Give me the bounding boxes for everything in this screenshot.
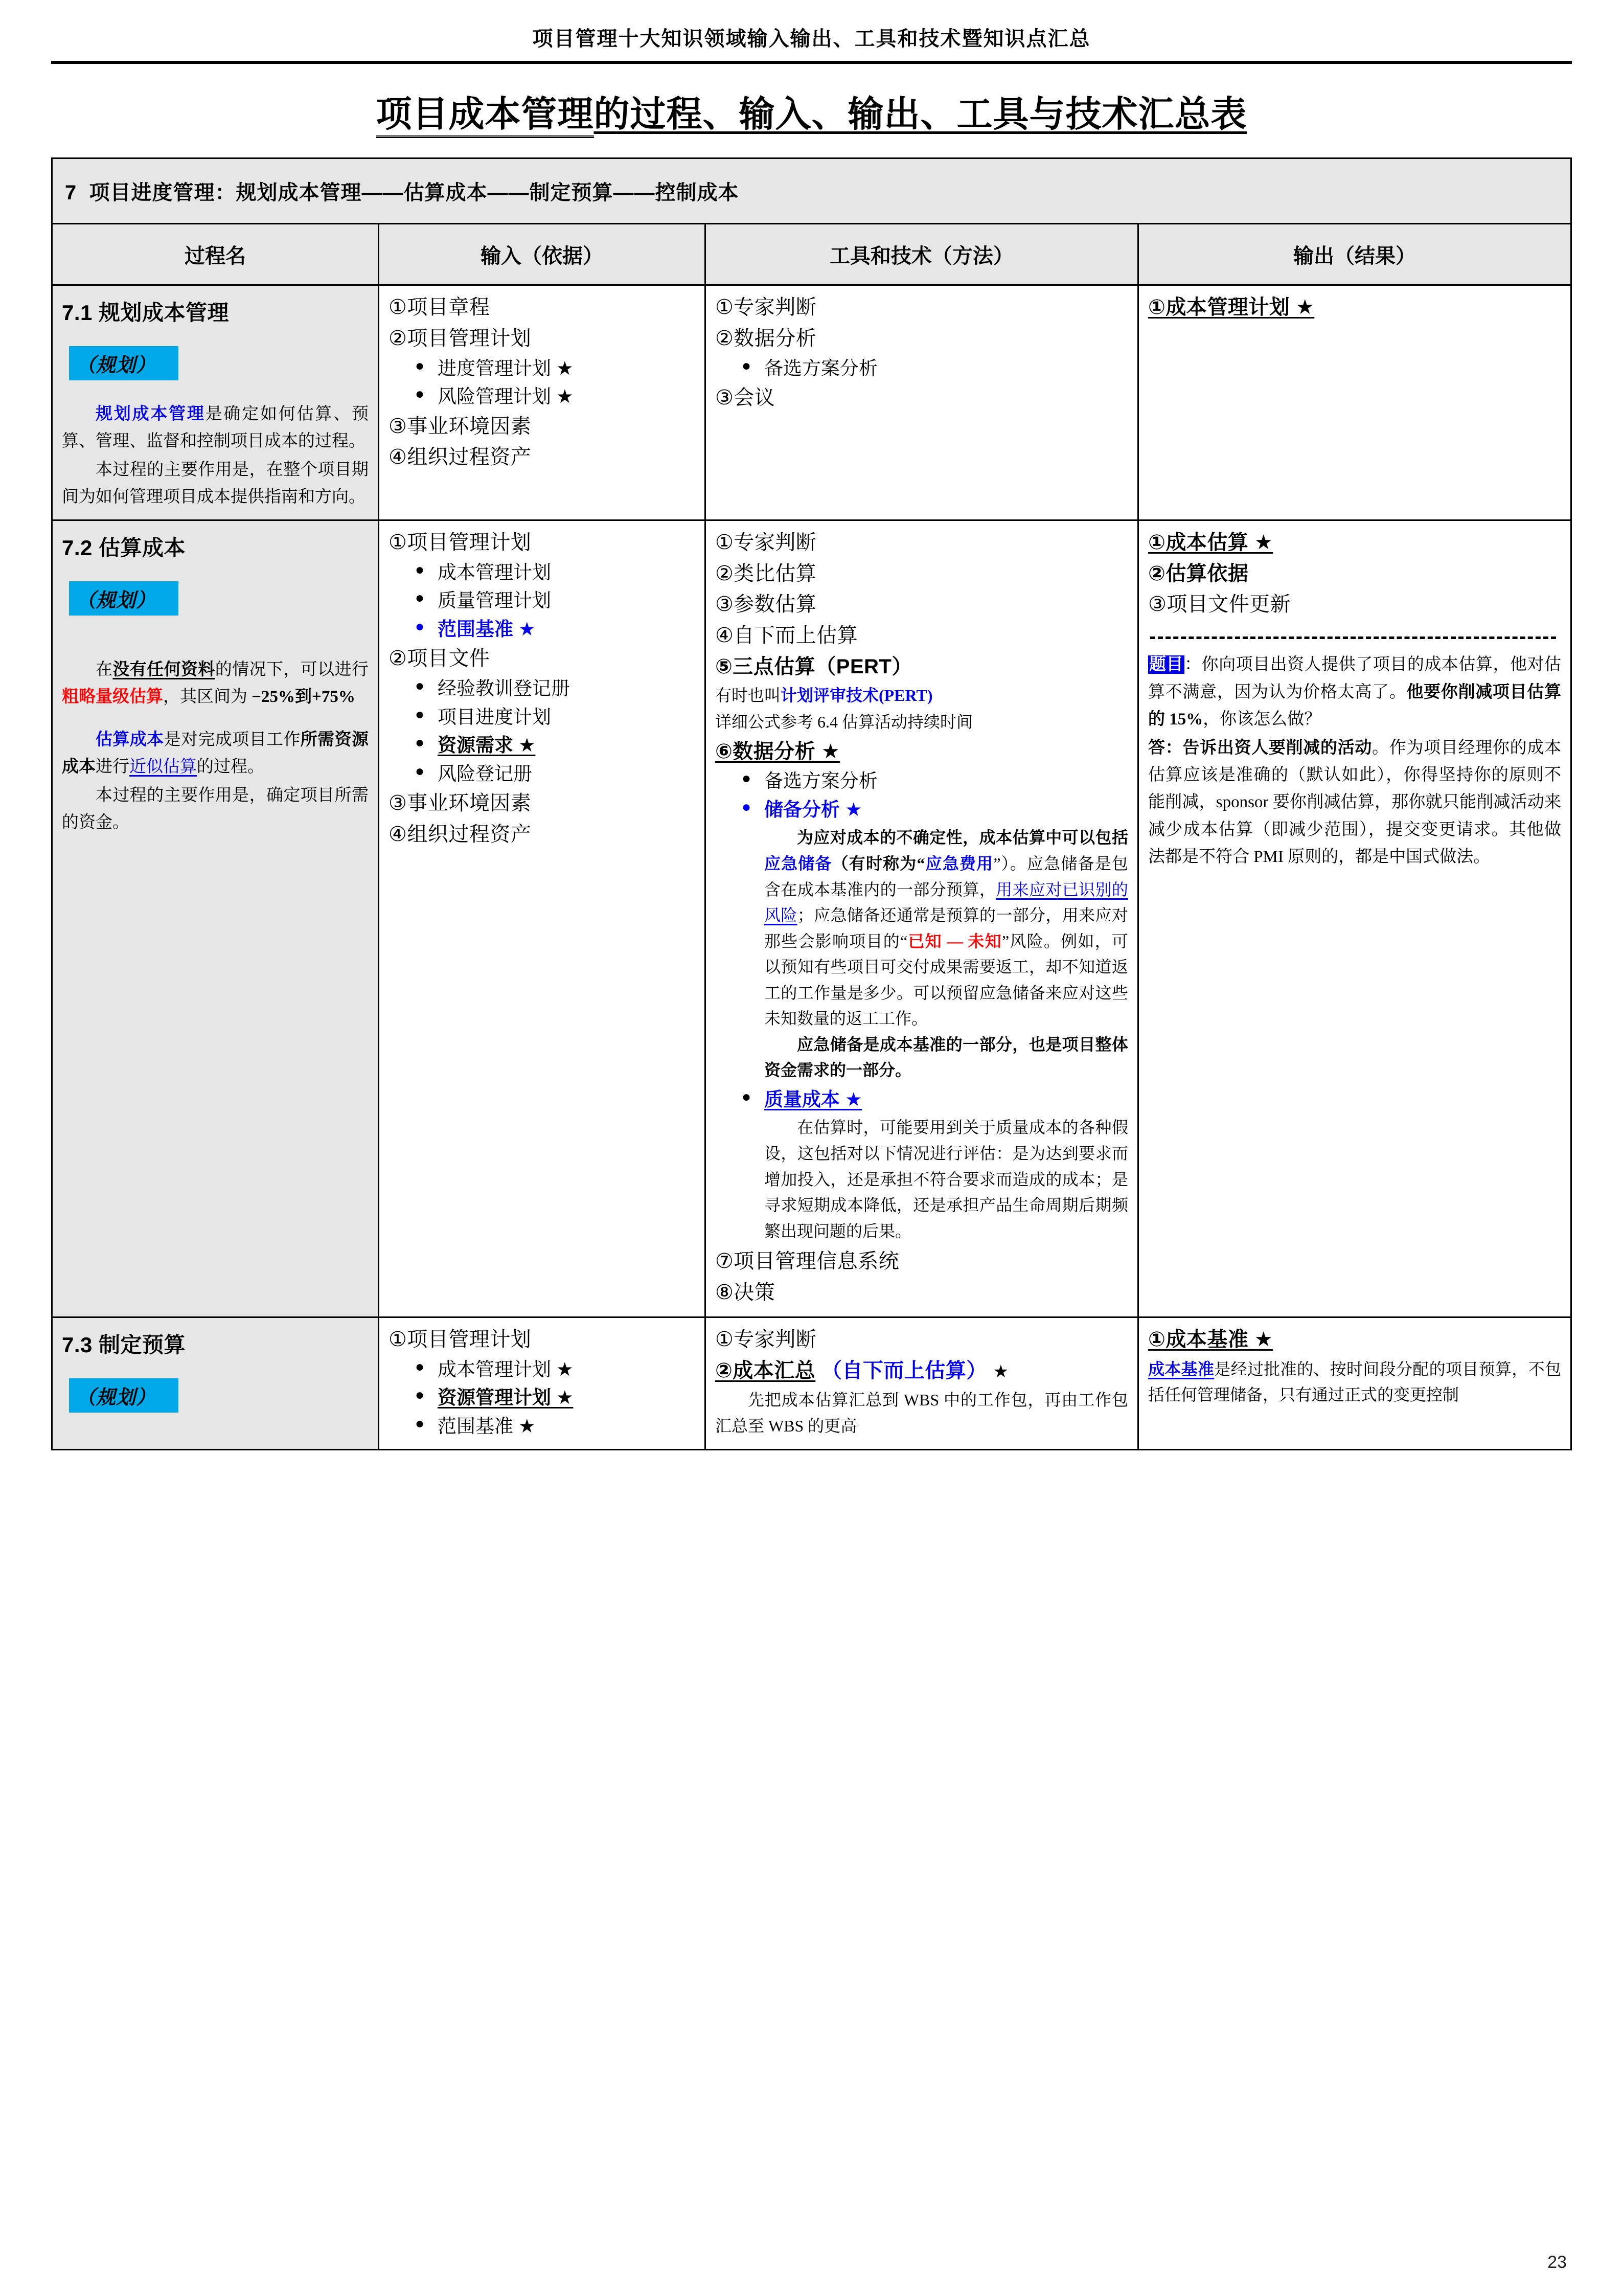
process-badge-7-2: （规划）: [69, 581, 178, 616]
tool-item-pert: ⑤三点估算（PERT）: [715, 655, 912, 678]
col-header-inputs: 输入（依据）: [378, 224, 705, 285]
process-badge-7-3: （规划）: [69, 1378, 178, 1413]
p1d: 粗略量级估算: [62, 688, 163, 707]
answer-paragraph: [1148, 735, 1561, 871]
inputs-cell-7-1: [378, 285, 705, 520]
input-item: ④组织过程资产: [388, 823, 532, 846]
process-desc-7-2: [62, 656, 369, 837]
input-subitem: ● 范围基准 ★: [415, 1413, 695, 1440]
col-header-outputs: 输出（结果）: [1138, 224, 1571, 285]
tool-subitem: ● 备选方案分析: [742, 355, 1128, 382]
page-title: [51, 85, 1572, 137]
cost-baseline-note-p: [1148, 1356, 1561, 1408]
tools-list-7-1-cont: [715, 383, 1128, 413]
question-text-c: ，你该怎么做？: [1203, 710, 1321, 729]
section-band: [52, 158, 1571, 224]
output-item-text: ①成本管理计划 ★: [1148, 296, 1315, 319]
input-subitem-text: 资源需求 ★: [437, 735, 536, 756]
reserve-note-p1: [764, 825, 1128, 1031]
inputs-list-7-2-b: [388, 644, 695, 673]
process-desc-7-1-p2: 本过程的主要作用是，在整个项目期间为如何管理项目成本提供指南和方向。: [62, 460, 369, 507]
desc-term-7-1: 规划成本管理: [96, 405, 205, 423]
tools-sublist-7-2: [715, 768, 1128, 823]
p1e: ，其区间为: [163, 688, 252, 707]
tools-list-7-2-a: [715, 528, 1128, 681]
inputs-sublist-7-2-a: [388, 559, 695, 643]
process-desc-7-2-p2: [62, 726, 369, 781]
process-desc-7-2-p3: 本过程的主要作用是，确定项目所需的资金。: [62, 786, 369, 832]
input-subitem: ● 成本管理计划: [415, 559, 695, 586]
output-item: ③项目文件更新: [1148, 593, 1291, 616]
tool-item: ②类比估算: [715, 562, 817, 585]
answer-colon: ：: [1165, 738, 1183, 757]
inputs-list-7-1: [388, 293, 695, 353]
reserve-analysis-note: [764, 825, 1128, 1083]
tools-cell-7-1: [705, 285, 1138, 520]
p2f: 的过程。: [197, 758, 264, 777]
p1c: 的情况下，可以进行: [215, 660, 369, 679]
header-rule: [51, 61, 1572, 64]
tool-item: ⑦项目管理信息系统: [715, 1250, 900, 1273]
p2b: 是对完成项目工作: [164, 730, 301, 749]
p2c: 所需资源成本: [62, 730, 369, 777]
input-subitem: ● 质量管理计划: [415, 587, 695, 615]
process-desc-7-1-p1: [62, 401, 369, 456]
tool-item: ①专家判断: [715, 531, 817, 554]
answer-key: 告诉出资人要削减的活动: [1182, 738, 1373, 757]
tool-item-cost-aggregation: [715, 1356, 1128, 1385]
column-header-row: [52, 224, 1571, 285]
divider-dashed: [1150, 636, 1556, 639]
tool-item: ①专家判断: [715, 1328, 817, 1351]
inputs-list-7-1-cont: [388, 412, 695, 472]
col-header-tools: 工具和技术（方法）: [705, 224, 1138, 285]
inputs-list-7-2-a: [388, 528, 695, 557]
tool-subitem-text: 质量成本 ★: [764, 1088, 862, 1110]
answer-label: 答: [1148, 738, 1165, 757]
cost-aggregation-note: [715, 1387, 1128, 1439]
tools-cell-7-3: [705, 1317, 1138, 1450]
inputs-sublist-7-1: [388, 355, 695, 411]
pert-formula-ref: 详细公式参考 6.4 估算活动持续时间: [715, 713, 973, 732]
input-item: ④组织过程资产: [388, 446, 532, 469]
inputs-sublist-7-2-b: [388, 675, 695, 787]
tools-list-7-2-c: [715, 1247, 1128, 1307]
page-title-emphasis: 项目成本管理: [376, 94, 594, 138]
p2d: 进行: [96, 758, 129, 777]
tool-item: ③参数估算: [715, 593, 817, 616]
rp1a: 为应对成本的不确定性，成本估算中可以包括: [796, 828, 1128, 847]
rp1i: ”风险。例如，可以预知有些项目可交付成果需要返工，却不知道返工的工作量是多少。可以预留应急储备来应对这些未知数量的返工工作。: [764, 931, 1128, 1028]
outputs-cell-7-2: [1138, 520, 1571, 1317]
cost-management-table: [51, 157, 1572, 1450]
quality-note-p: 在估算时，可能要用到关于质量成本的各种假设，这包括对以下情况进行评估：是为达到要求而增加投入，还是承担不符合要求而造成的成本；是寻求短期成本降低，还是承担产品生命周期后期频繁出现问题的后果。: [764, 1118, 1128, 1240]
inputs-cell-7-2: [378, 520, 705, 1317]
input-subitem-underlined: [415, 1384, 695, 1412]
output-item-underlined: [1148, 528, 1561, 557]
tool-item: ③会议: [715, 387, 775, 410]
input-subitem: ● 风险登记册: [415, 761, 695, 788]
input-subitem: ● 成本管理计划 ★: [415, 1356, 695, 1383]
tool-item: ②数据分析: [715, 327, 817, 350]
input-item: ③事业环境因素: [388, 792, 532, 815]
tool-subitem-reserve: ● 储备分析 ★: [742, 797, 1128, 824]
tools-cell-7-2: [705, 520, 1138, 1317]
p2e: 近似估算: [129, 758, 197, 777]
input-item: ②项目管理计划: [388, 327, 532, 350]
table-row-7-2: [52, 520, 1571, 1317]
tool-item-data-analysis: [715, 737, 1128, 766]
question-text-bold: 他要你削减项目估算的 15%: [1148, 683, 1562, 729]
input-item: ①项目管理计划: [388, 531, 532, 554]
question-paragraph: [1148, 651, 1561, 733]
inputs-list-7-3: [388, 1325, 695, 1354]
inputs-list-7-2-c: [388, 789, 695, 849]
rp1h: 已知 — 未知: [907, 931, 1002, 950]
process-desc-7-1: [62, 401, 369, 511]
p1a: 在: [96, 660, 113, 679]
p1b: 没有任何资料: [112, 660, 215, 679]
outputs-list-7-1: [1148, 293, 1561, 324]
outputs-cell-7-1: [1138, 285, 1571, 520]
table-row-7-3: [52, 1317, 1571, 1450]
rp1g: ；应急储备还通常是预算的一部分，用来应对那些会影响项目的“: [764, 906, 1128, 950]
cost-baseline-note: [1148, 1356, 1561, 1408]
qa-block-7-2: [1148, 651, 1561, 871]
process-title-7-3: 7.3 制定预算: [62, 1332, 186, 1357]
rp1c: （有时称为“: [832, 854, 925, 873]
quality-cost-note: [764, 1115, 1128, 1244]
tool-item-paren: （自下而上估算）: [821, 1359, 987, 1382]
input-subitem: ● 项目进度计划: [415, 704, 695, 731]
pert-note: [715, 684, 1128, 707]
output-item: ②估算依据: [1148, 562, 1249, 585]
process-desc-7-2-p1: [62, 656, 369, 711]
p1f: −25%到+75%: [252, 688, 355, 707]
input-subitem: ● 进度管理计划 ★: [415, 355, 695, 382]
process-title-7-2: 7.2 估算成本: [62, 535, 186, 560]
rp1f: 用来应对已识别的风险: [764, 880, 1128, 925]
section-number: 7: [65, 181, 77, 204]
tool-item-text: ②成本汇总: [715, 1359, 816, 1382]
section-flow: ：规划成本管理——估算成本——制定预算——控制成本: [215, 181, 739, 204]
question-text-a: ：你向项目出资人提供了项目的成本估算，他对估算不满意，因为认为价格太高了。: [1148, 655, 1562, 701]
tool-item: ①专家判断: [715, 296, 817, 319]
answer-text: 。作为项目经理你的成本估算应该是准确的（默认如此），你得坚持你的原则不能削减，sponsor 要你削减估算，那你就只能削减活动来减少成本估算（即减少范围），提交变更请求。其他做法都是不符合 PMI 原则的，都是中国式做法。: [1148, 738, 1562, 867]
process-cell-7-3: [52, 1317, 379, 1450]
tools-sublist-7-2-quality: [715, 1086, 1128, 1113]
cost-aggregation-note-p: 先把成本估算汇总到 WBS 中的工作包，再由工作包汇总至 WBS 的更高: [715, 1391, 1128, 1435]
question-label: 题目: [1149, 655, 1184, 674]
input-item: ①项目管理计划: [388, 1328, 532, 1351]
outputs-list-7-3: [1148, 1325, 1561, 1354]
input-subitem-underlined: [415, 732, 695, 759]
output-item-underlined: [1148, 293, 1314, 322]
process-cell-7-2: [52, 520, 379, 1317]
page-number: 23: [1547, 2253, 1567, 2272]
inputs-sublist-7-3: [388, 1356, 695, 1440]
input-subitem-highlight: ● 范围基准 ★: [415, 616, 695, 643]
rp1d: 应急费用: [925, 854, 994, 873]
tools-sublist-7-1: [715, 355, 1128, 382]
input-item: ③事业环境因素: [388, 415, 532, 438]
table-row-7-1: [52, 285, 1571, 520]
tool-item-text: ⑥数据分析 ★: [715, 740, 840, 763]
input-item: ②项目文件: [388, 647, 490, 670]
tools-list-7-1: [715, 293, 1128, 353]
pert-note-term: 计划评审技术(PERT): [780, 686, 933, 704]
tool-item: ⑧决策: [715, 1281, 775, 1304]
reserve-note-p2: 应急储备是成本基准的一部分，也是项目整体资金需求的一部分。: [764, 1035, 1128, 1080]
pert-note-prefix: 有时也叫: [715, 686, 781, 704]
page-title-rest: 的过程、输入、输出、工具与技术汇总表: [593, 94, 1247, 134]
process-cell-7-1: [52, 285, 379, 520]
running-head: 项目管理十大知识领域输入输出、工具和技术暨知识点汇总: [532, 27, 1091, 50]
col-header-process: 过程名: [52, 224, 379, 285]
input-subitem-text: 资源管理计划 ★: [437, 1387, 574, 1408]
tool-subitem: ● 备选方案分析: [742, 768, 1128, 795]
section-label: 项目进度管理: [89, 181, 215, 204]
tools-list-7-2-b: [715, 737, 1128, 766]
input-subitem: ● 经验教训登记册: [415, 675, 695, 702]
tool-subitem-quality: [742, 1086, 1128, 1113]
section-band-row: [52, 158, 1571, 224]
tool-item: ④自下而上估算: [715, 624, 858, 647]
input-subitem: ● 风险管理计划 ★: [415, 383, 695, 411]
inputs-cell-7-3: [378, 1317, 705, 1450]
tools-list-7-3: [715, 1325, 1128, 1385]
output-item-text: ①成本基准 ★: [1148, 1328, 1273, 1351]
output-item-text: ①成本估算 ★: [1148, 531, 1273, 554]
rp1b: 应急储备: [764, 854, 832, 873]
process-badge-7-1: （规划）: [69, 346, 178, 380]
tool-item-star: ★: [993, 1361, 1009, 1381]
outputs-list-7-2: [1148, 528, 1561, 619]
cost-baseline-text: 是经过批准的、按时间段分配的项目预算，不包括任何管理储备，只有通过正式的变更控制: [1148, 1359, 1561, 1404]
cost-baseline-term: 成本基准: [1148, 1359, 1215, 1378]
p2a: 估算成本: [96, 730, 164, 749]
output-item-underlined: [1148, 1325, 1561, 1354]
rp1e: ”）。应急储备是包含在成本基准内的一部分预算，: [764, 854, 1128, 899]
process-title-7-1: 7.1 规划成本管理: [62, 301, 230, 325]
desc-rest-7-1: 是确定如何估算、预算、管理、监督和控制项目成本的过程。: [62, 405, 369, 451]
outputs-cell-7-3: [1138, 1317, 1571, 1450]
input-item: ①项目章程: [388, 296, 490, 319]
